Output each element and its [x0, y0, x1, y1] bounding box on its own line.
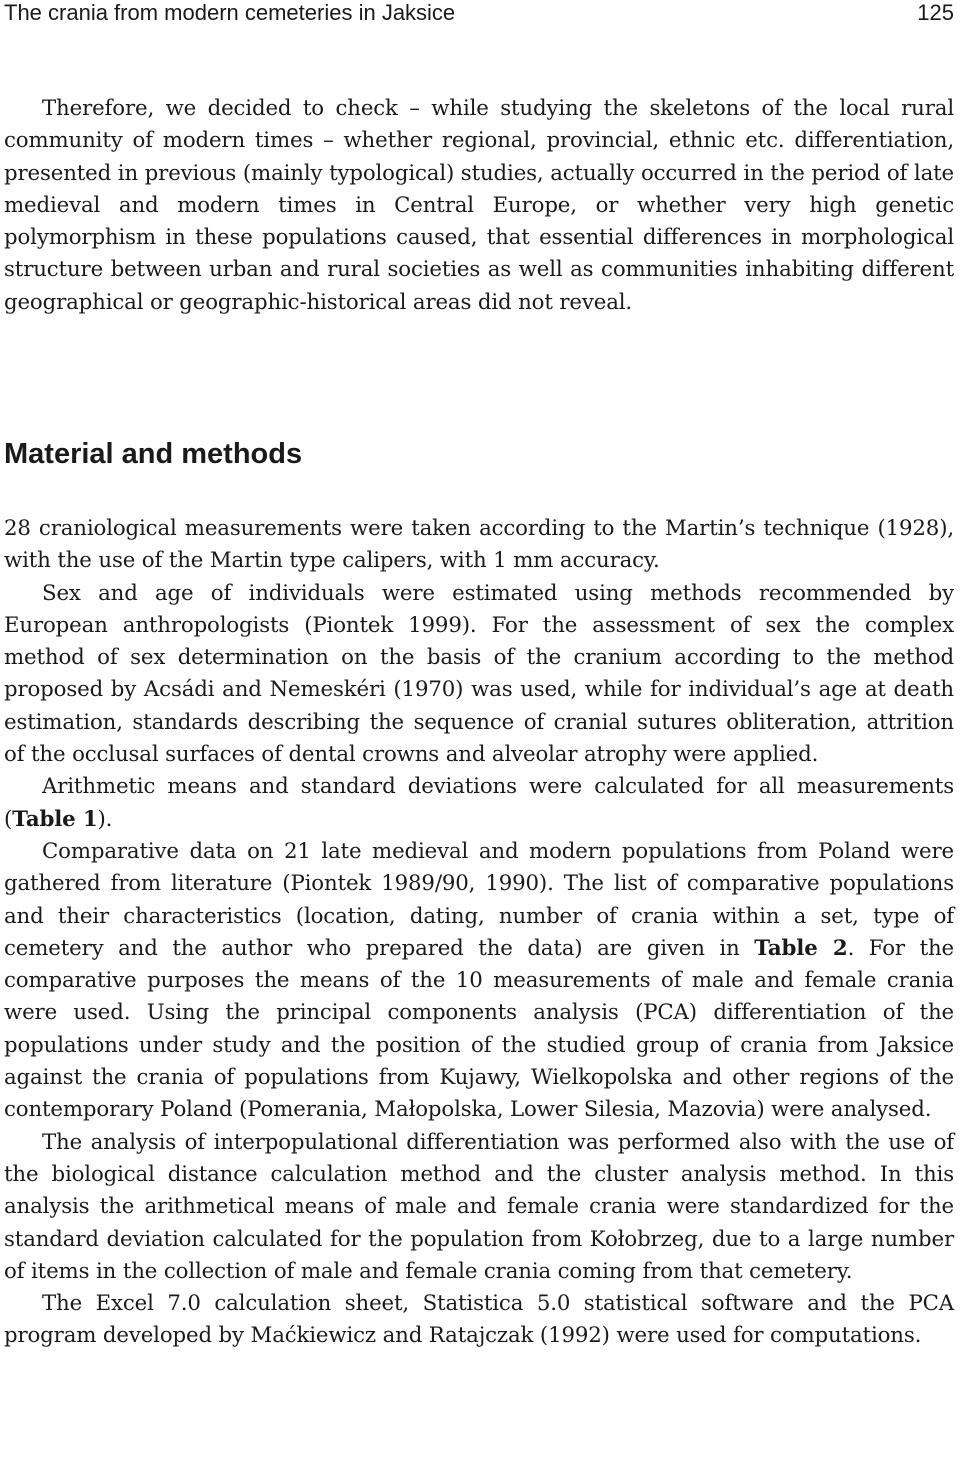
methods-paragraph-3 [4, 771, 954, 836]
methods-section [4, 513, 954, 1353]
methods-paragraph-5: The analysis of interpopulational differentiation was performed also with the use of the biological distance calculation method and the cluster analysis method. In this analysis the arithmetical means of male and female crania were standardized for the standard deviation calculated for the population from Kołobrzeg, due to a large number of items in the collection of male and female crania coming from that cemetery. [4, 1129, 954, 1284]
section-title: Material and methods [4, 438, 303, 470]
methods-paragraph-2: Sex and age of individuals were estimated using methods recommended by European anthropologists (Piontek 1999). For the assessment of sex the complex method of sex determination on the basis of the cranium according to the method proposed by Acsádi and Nemeskéri (1970) was used, while for individual’s age at death estimation, standards describing the sequence of cranial sutures obliteration, attrition of the occlusal surfaces of dental crowns and alveolar atrophy were applied. [4, 580, 954, 768]
methods-paragraph-1: 28 craniological measurements were taken according to the Martin’s technique (1928), with the use of the Martin type calipers, with 1 mm accuracy. [4, 516, 954, 574]
methods-paragraph-4 [4, 836, 954, 1127]
running-title: The crania from modern cemeteries in Jaksice [4, 0, 456, 25]
paragraph-text: ). [97, 806, 113, 832]
methods-paragraph-6: The Excel 7.0 calculation sheet, Statistica 5.0 statistical software and the PCA program developed by Maćkiewicz and Ratajczak (1992) were used for computations. [4, 1291, 954, 1349]
running-header [4, 0, 954, 28]
paragraph-text: Comparative data on 21 late medieval and modern populations from Poland were gathered from literature (Piontek 1989/90, 1990). The list of comparative populations and their characteristics (location, dating, number of crania within a set, type of cemetery and the author who prepared the data) are given in [4, 838, 954, 961]
paragraph-text: . For the comparative purposes the means of the 10 measurements of male and female crania were used. Using the principal components analysis (PCA) differentiation of the populations under study and the position of the studied group of crania from Jaksice against the crania of populations from Kujawy, Wielkopolska and other regions of the contemporary Poland (Pomerania, Małopolska, Lower Silesia, Mazovia) were analysed. [4, 935, 955, 1123]
table-1-reference: Table 1 [12, 806, 98, 832]
table-2-reference: Table 2 [754, 935, 848, 961]
intro-section [4, 93, 954, 319]
page-number: 125 [917, 0, 954, 25]
paragraph-text: Arithmetic means and standard deviations were calculated for all measurements ( [4, 774, 954, 832]
intro-paragraph: Therefore, we decided to check – while studying the skeletons of the local rural community of modern times – whether regional, provincial, ethnic etc. differentiation, presented in previous (mainly typological) studies, actually occurred in the period of late medieval and modern times in Central Europe, or whether very high genetic polymorphism in these populations caused, that essential differences in morphological structure between urban and rural societies as well as communities inhabiting different geographical or geographic-historical areas did not reveal. [4, 96, 954, 315]
